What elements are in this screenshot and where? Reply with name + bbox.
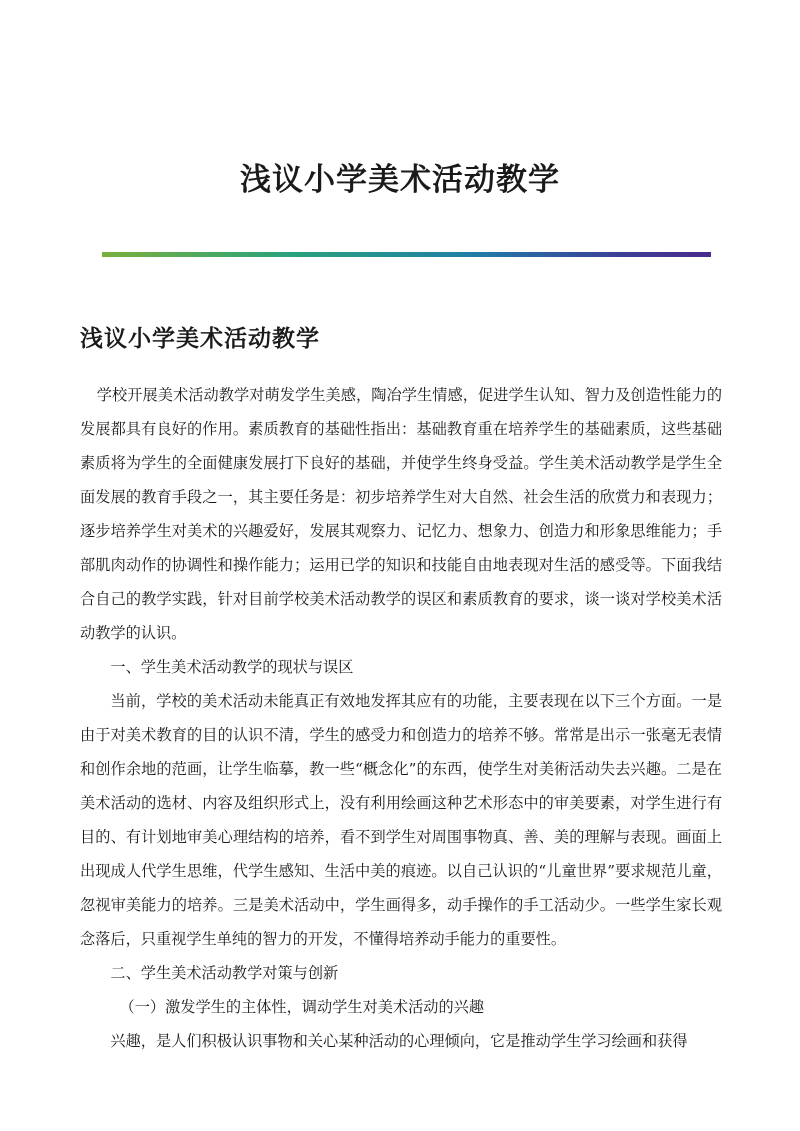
intro-paragraph: 学校开展美术活动教学对萌发学生美感，陶冶学生情感，促进学生认知、智力及创造性能力的发展都具有良好的作用。素质教育的基础性指出：基础教育重在培养学生的基础素质，这些基础素质将为学生的全面健康发展打下良好的基础，并使学生终身受益。学生美术活动教学是学生全面发展的教育手段之一，其主要任务是：初步培养学生对大自然、社会生活的欣赏力和表现力；逐步培养学生对美术的兴趣爱好，发展其观察力、记忆力、想象力、创造力和形象思维能力；手部肌肉动作的协调性和操作能力；运用已学的知识和技能自由地表现对生活的感受等。下面我结合自己的教学实践，针对目前学校美术活动教学的误区和素质教育的要求，谈一谈对学校美术活动教学的认识。 [80, 386, 722, 642]
subsection-heading-1: 一、学生美术活动教学的现状与误区 [110, 658, 354, 676]
document-title: 浅议小学美术活动教学 [240, 162, 560, 198]
interest-paragraph: 兴趣，是人们积极认识事物和关心某种活动的心理倾向，它是推动学生学习绘画和获得 [110, 1032, 688, 1050]
subsection-heading-2: 二、学生美术活动教学对策与创新 [110, 964, 339, 982]
body-text [80, 378, 722, 1058]
sub-subsection-heading: （一）激发学生的主体性，调动学生对美术活动的兴趣 [119, 998, 485, 1016]
section-heading: 浅议小学美术活动教学 [80, 325, 320, 352]
title-divider [102, 252, 711, 257]
status-paragraph: 当前，学校的美术活动未能真正有效地发挥其应有的功能，主要表现在以下三个方面。一是由于对美术教育的目的认识不清，学生的感受力和创造力的培养不够。常常是出示一张毫无表情和创作余地的范画，让学生临摹，教一些“概念化”的东西，使学生对美術活动失去兴趣。二是在美术活动的选材、内容及组织形式上，没有利用绘画这种艺术形态中的审美要素，对学生进行有目的、有计划地审美心理结构的培养，看不到学生对周围事物真、善、美的理解与表现。画面上出现成人代学生思维，代学生感知、生活中美的痕迹。以自己认识的“儿童世界”要求规范儿童，忽视审美能力的培养。三是美术活动中，学生画得多，动手操作的手工活动少。一些学生家长观念落后，只重视学生单纯的智力的开发，不懂得培养动手能力的重要性。 [80, 692, 722, 948]
